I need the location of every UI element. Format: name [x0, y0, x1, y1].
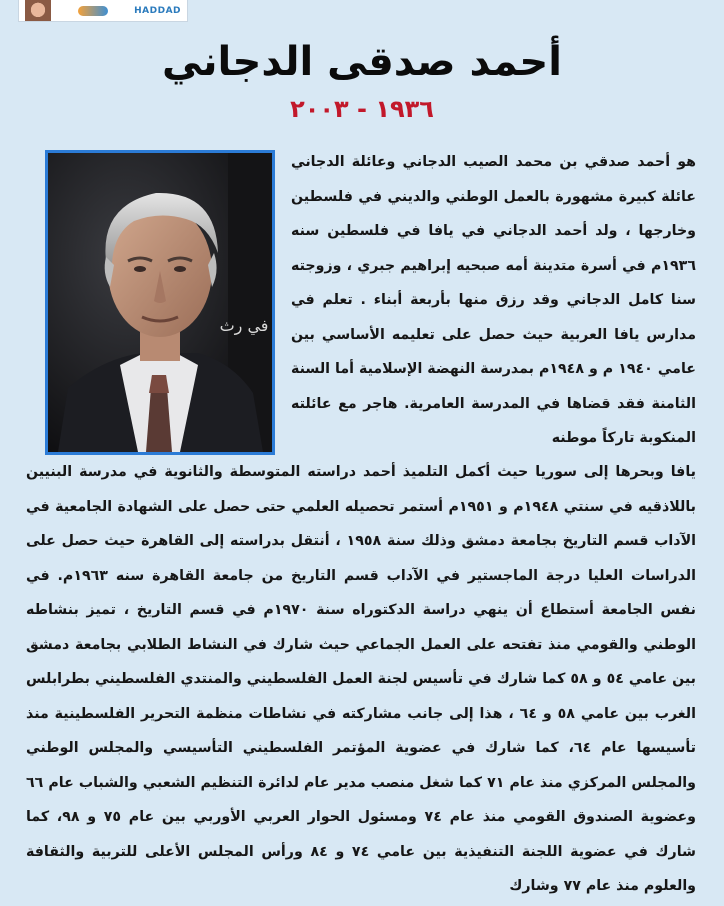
site-logo [18, 0, 188, 22]
logo-portrait-icon [25, 0, 51, 22]
lifespan-years: ١٩٣٦ - ٢٠٠٣ [290, 95, 434, 123]
portrait-photo [45, 150, 275, 455]
logo-text: HADDAD [134, 5, 181, 16]
biography-intro: هو أحمد صدقي بن محمد الصيب الدجاني وعائلة الدجاني عائلة كبيرة مشهورة بالعمل الوطني والديني في فلسطين وخارجها ، ولد أحمد الدجاني في يافا في فلسطين سنه ١٩٣٦م في أسرة متدينة أمه صبحيه إبراهيم جبري ، وزوجته سنا كامل الدجاني وقد رزق منها بأربعة أبناء . تعلم في مدارس يافا العربية حيث حصل على تعليمه الأساسي بين عامي ١٩٤٠ م و ١٩٤٨م بمدرسة النهضة الإسلامية أما السنة الثامنة فقد قضاها في المدرسة العامرية. هاجر مع عائلته المنكوبة تاركاً موطنه [291, 154, 696, 446]
biography-body: يافا وبحرها إلى سوريا حيث أكمل التلميذ أحمد دراسته المتوسطة والثانوية في مدرسة البنيين باللاذقيه في سنتي ١٩٤٨م و ١٩٥١م أستمر تحصيله العلمي حتى حصل على الشهادة الجامعية في الآداب قسم التاريخ بجامعة دمشق وذلك سنة ١٩٥٨ ، أنتقل بدراسته إلى القاهرة حيث حصل على الدراسات العليا درجة الماجستير في الآداب قسم التاريخ من جامعة القاهرة سنه ١٩٦٣م. في نفس الجامعة أستطاع أن ينهي دراسة الدكتوراه سنة ١٩٧٠م في قسم التاريخ ، تميز بنشاطه الوطني والقومي منذ تفتحه على العمل الجماعي حيث شارك في النشاط الطلابي بجامعة دمشق بين عامي ٥٤ و ٥٨ كما شارك في تأسيس لجنة العمل الفلسطيني والمنتدي الفلسطيني بطرابلس الغرب بين عامي ٥٨ و ٦٤ ، هذا إلى جانب مشاركته في نشاطات منظمة التحرير الفلسطينية منذ تأسيسها عام ٦٤، كما شارك في عضوية المؤتمر الفلسطيني التأسيسي والمجلس الوطني والمجلس المركزي منذ عام ٧١ كما شغل منصب مدير عام لدائرة التنظيم الشعبي والشباب عام ٦٦ وعضوية الصندوق القومي منذ عام ٧٤ ومسئول الحوار العربي الأوربي بين عام ٧٥ و ٩٨، كما شارك في عضوية اللجنة التنفيذية بين عامي ٧٤ و ٨٤ ورأس المجلس الأعلى للتربية والثقافة والعلوم منذ عام ٧٧ وشارك [26, 464, 697, 894]
photo-inset-text: في رث [219, 316, 269, 335]
portrait-illustration [48, 153, 272, 452]
logo-swoosh-icon [78, 6, 108, 16]
page-title: أحمد صدقى الدجاني [162, 39, 562, 85]
